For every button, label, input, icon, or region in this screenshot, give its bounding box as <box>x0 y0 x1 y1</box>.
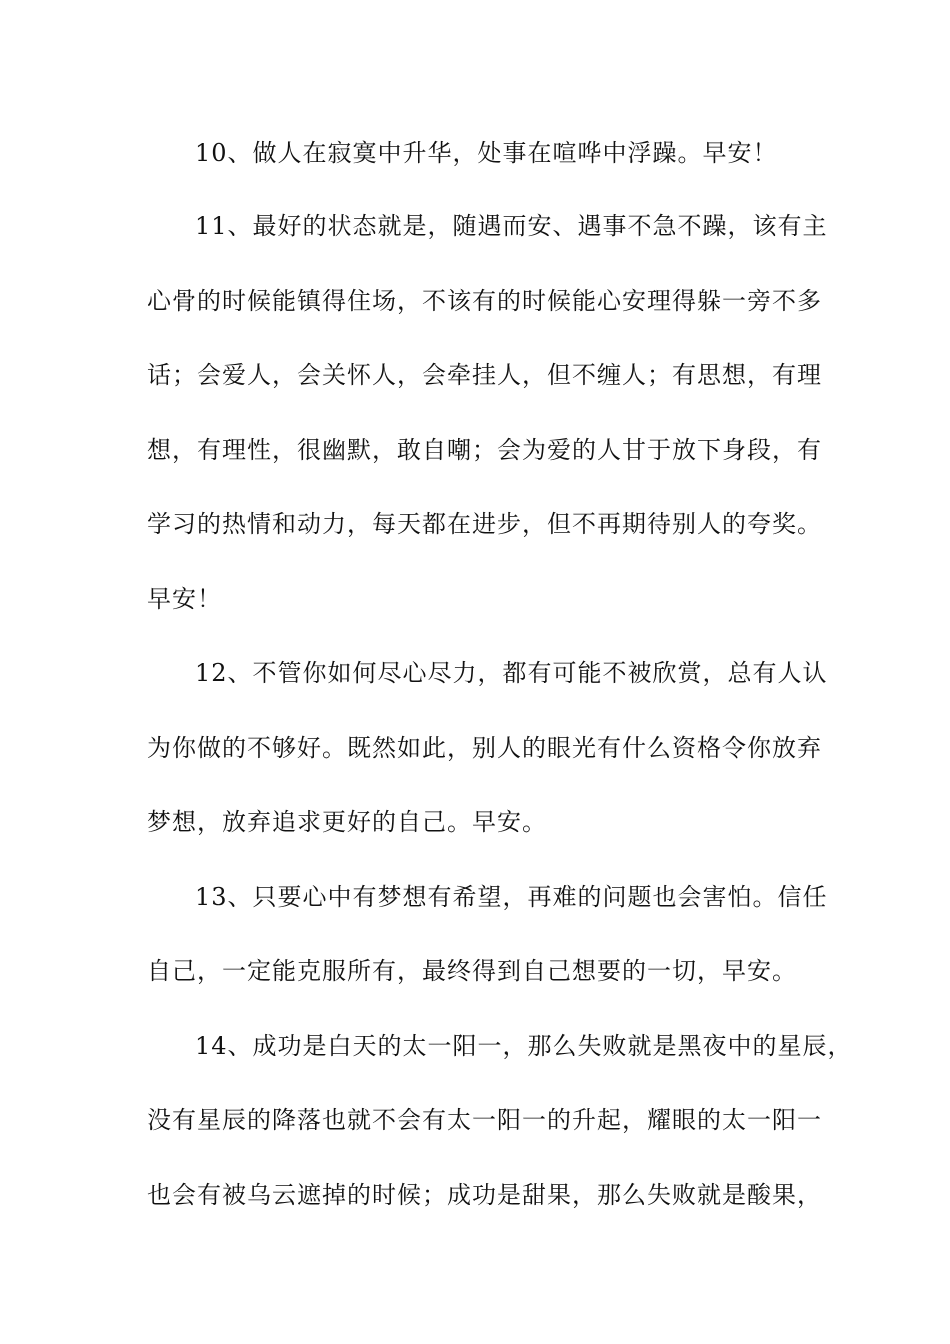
paragraph-11-line-5: 学习的热情和动力，每天都在进步，但不再期待别人的夸奖。 <box>147 510 822 538</box>
paragraph-11-line-2: 心骨的时候能镇得住场，不该有的时候能心安理得躲一旁不多 <box>147 287 822 315</box>
paragraph-14-line-1: 14、成功是白天的太一阳一，那么失败就是黑夜中的星辰， <box>195 1032 853 1060</box>
paragraph-11-line-3: 话；会爱人，会关怀人，会牵挂人，但不缠人；有思想，有理 <box>147 361 822 389</box>
paragraph-12-line-1: 12、不管你如何尽心尽力，都有可能不被欣赏，总有人认 <box>195 659 828 687</box>
paragraph-11-line-1: 11、最好的状态就是，随遇而安、遇事不急不躁，该有主 <box>195 212 828 240</box>
paragraph-14-line-3: 也会有被乌云遮掉的时候；成功是甜果，那么失败就是酸果， <box>147 1181 822 1209</box>
paragraph-10-line-1: 10、做人在寂寞中升华，处事在喧哗中浮躁。早安！ <box>195 139 778 167</box>
paragraph-13-line-1: 13、只要心中有梦想有希望，再难的问题也会害怕。信任 <box>195 883 828 911</box>
paragraph-14-line-2: 没有星辰的降落也就不会有太一阳一的升起，耀眼的太一阳一 <box>147 1106 822 1134</box>
paragraph-12-line-3: 梦想，放弃追求更好的自己。早安。 <box>147 808 547 836</box>
paragraph-11-line-4: 想，有理性，很幽默，敢自嘲；会为爱的人甘于放下身段，有 <box>147 436 822 464</box>
paragraph-12-line-2: 为你做的不够好。既然如此，别人的眼光有什么资格令你放弃 <box>147 734 822 762</box>
paragraph-13-line-2: 自己，一定能克服所有，最终得到自己想要的一切，早安。 <box>147 957 797 985</box>
paragraph-11-line-6: 早安！ <box>147 585 222 613</box>
